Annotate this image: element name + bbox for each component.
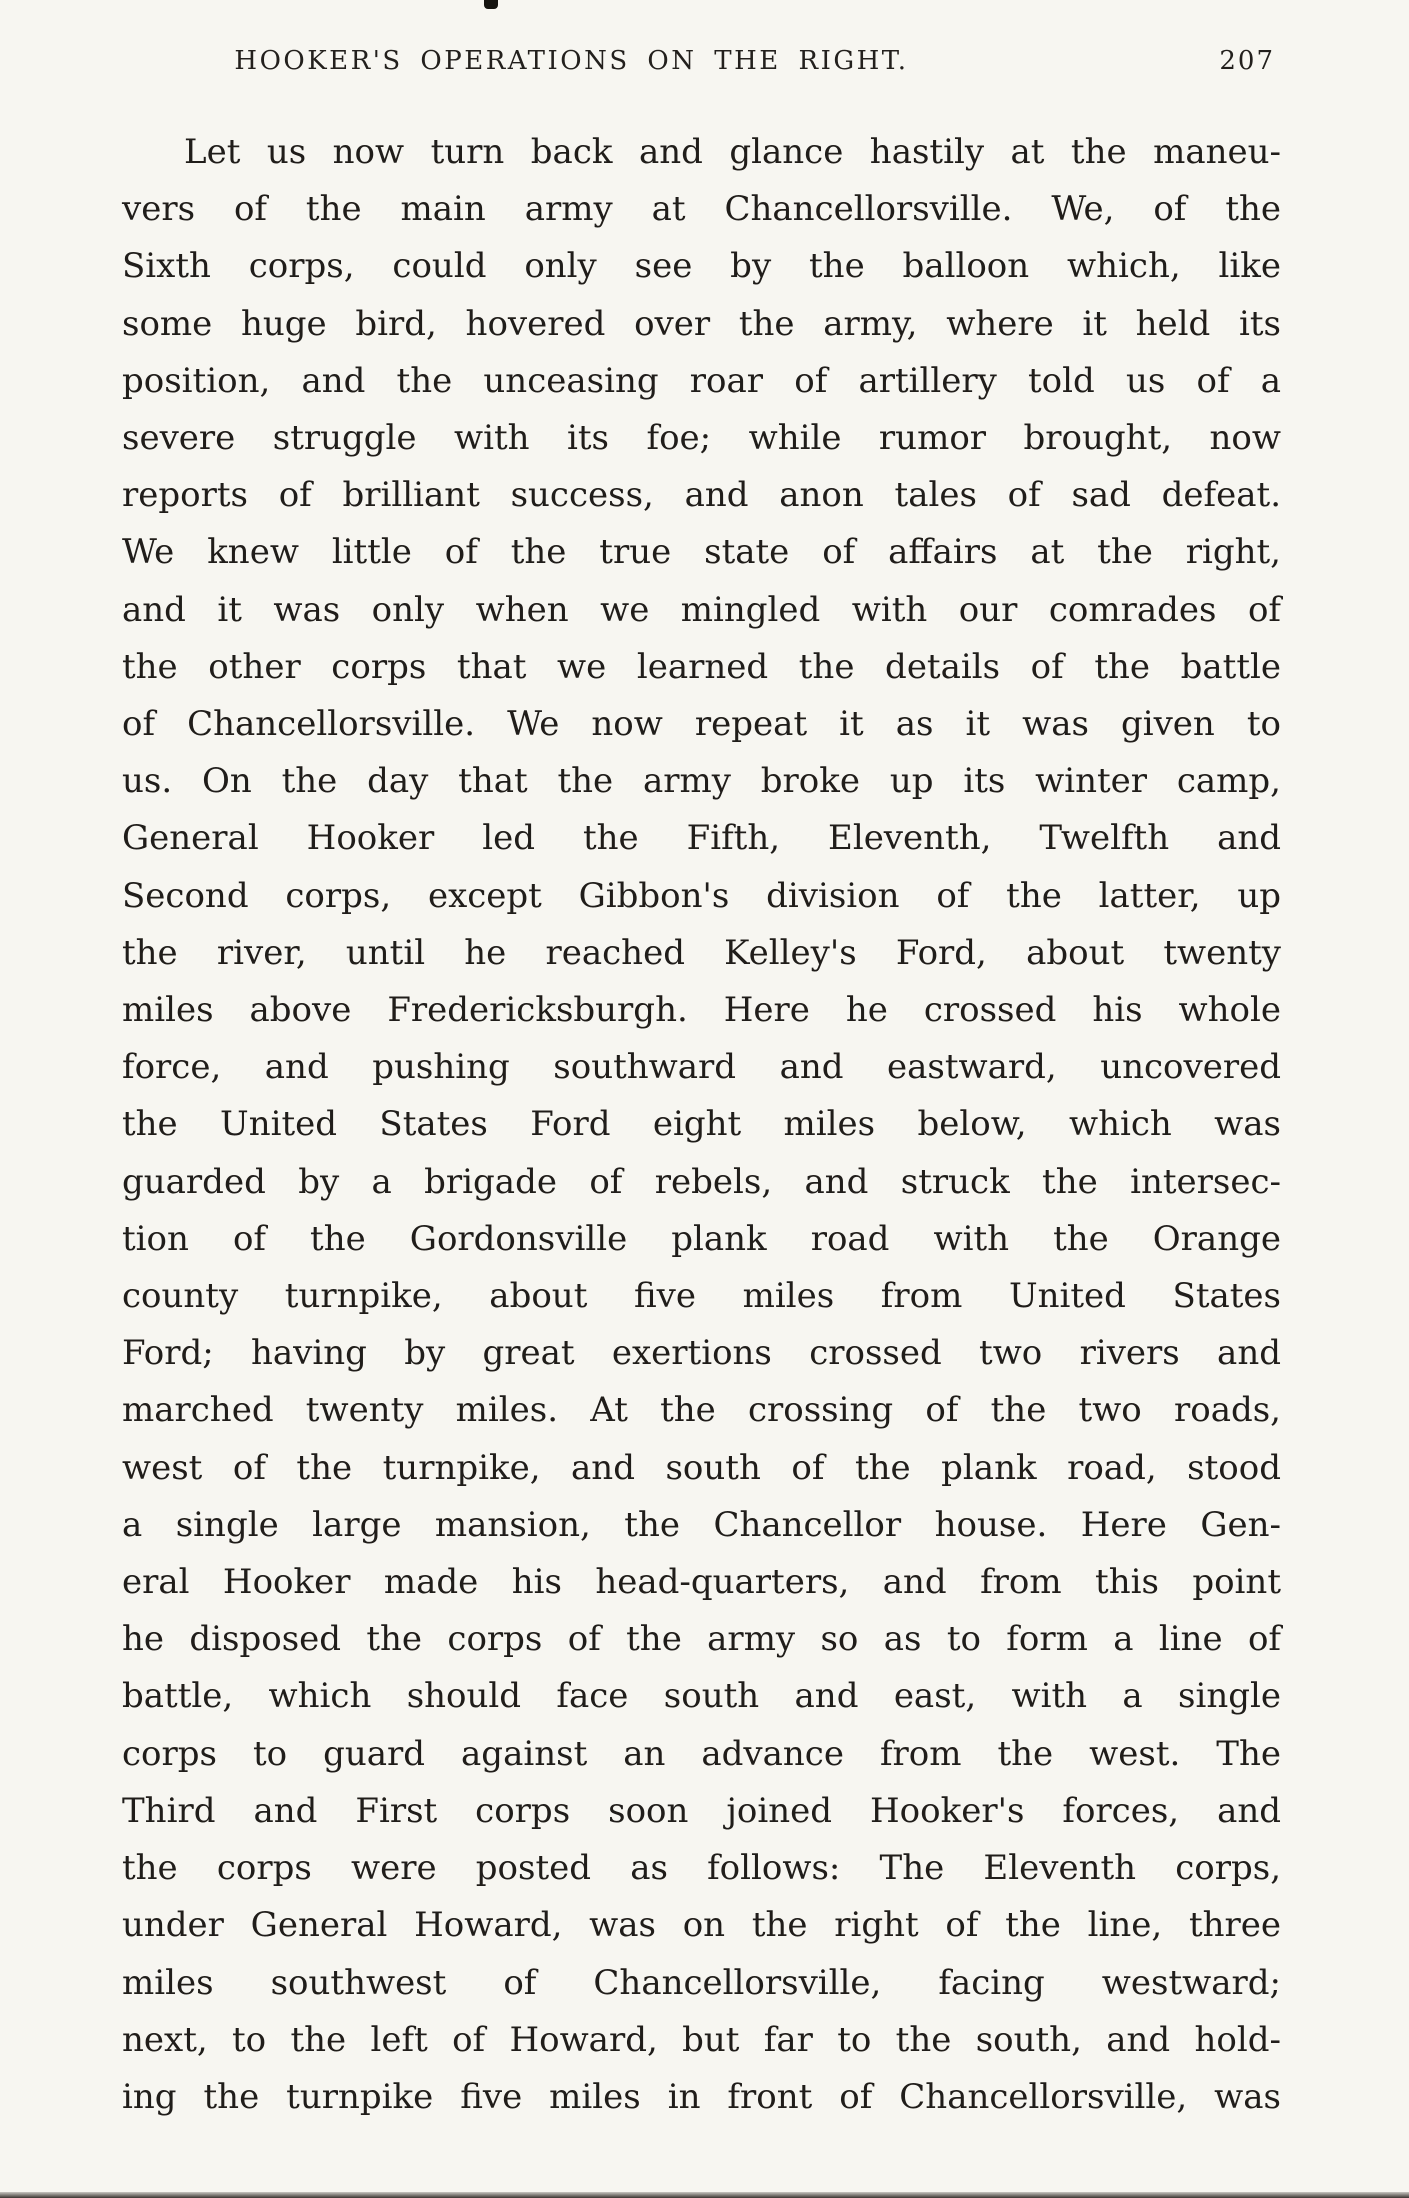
text-line: eral Hooker made his head-quarters, and from this point <box>122 1562 1281 1603</box>
text-line: miles above Fredericksburgh. Here he crossed his whole <box>122 990 1281 1031</box>
text-line: vers of the main army at Chancellorsville. We, of the <box>122 189 1281 230</box>
text-line: battle, which should face south and east, with a single <box>122 1676 1281 1717</box>
text-line: Let us now turn back and glance hastily at the maneu- <box>184 132 1281 172</box>
text-line: Ford; having by great exertions crossed two rivers and <box>122 1333 1281 1374</box>
text-line: and it was only when we mingled with our comrades of <box>122 589 1281 630</box>
scan-artifact-top <box>484 0 498 9</box>
text-line: Third and First corps soon joined Hooker's forces, and <box>122 1790 1281 1831</box>
text-line: he disposed the corps of the army so as to form a line of <box>122 1619 1281 1660</box>
text-line: position, and the unceasing roar of artillery told us of a <box>122 360 1281 401</box>
text-line: Sixth corps, could only see by the balloon which, like <box>122 246 1281 287</box>
text-line: force, and pushing southward and eastward, uncovered <box>122 1047 1281 1088</box>
text-line: guarded by a brigade of rebels, and struck the intersec- <box>122 1161 1281 1202</box>
text-line: severe struggle with its foe; while rumor brought, now <box>122 418 1281 459</box>
text-line: reports of brilliant success, and anon tales of sad defeat. <box>122 475 1281 516</box>
text-line: the river, until he reached Kelley's Ford, about twenty <box>122 932 1281 973</box>
text-line: a single large mansion, the Chancellor house. Here Gen- <box>122 1504 1281 1545</box>
running-title: HOOKER'S OPERATIONS ON THE RIGHT. <box>234 46 909 76</box>
text-line: of Chancellorsville. We now repeat it as it was given to <box>122 704 1281 745</box>
text-line: next, to the left of Howard, but far to the south, and hold- <box>122 2019 1281 2060</box>
text-line: miles southwest of Chancellorsville, facing westward; <box>122 1962 1281 2003</box>
text-line: some huge bird, hovered over the army, where it held its <box>122 303 1281 344</box>
text-line: We knew little of the true state of affairs at the right, <box>122 532 1281 573</box>
text-line: us. On the day that the army broke up its winter camp, <box>122 761 1281 802</box>
text-line: under General Howard, was on the right of the line, three <box>122 1905 1281 1946</box>
text-line: tion of the Gordonsville plank road with the Orange <box>122 1218 1281 1259</box>
page-header <box>122 46 1281 80</box>
text-line: west of the turnpike, and south of the plank road, stood <box>122 1447 1281 1488</box>
text-line: ing the turnpike five miles in front of Chancellorsville, was <box>122 2076 1281 2117</box>
page-number: 207 <box>1219 46 1275 76</box>
text-line: the United States Ford eight miles below, which was <box>122 1104 1281 1145</box>
text-line: Second corps, except Gibbon's division of the latter, up <box>122 875 1281 916</box>
text-line: county turnpike, about five miles from United States <box>122 1276 1281 1317</box>
text-line: marched twenty miles. At the crossing of the two roads, <box>122 1390 1281 1431</box>
scan-artifact-bottom-edge <box>0 2192 1409 2198</box>
text-line: corps to guard against an advance from the west. The <box>122 1733 1281 1774</box>
text-line: the corps were posted as follows: The Eleventh corps, <box>122 1848 1281 1889</box>
text-line: General Hooker led the Fifth, Eleventh, Twelfth and <box>122 818 1281 859</box>
body-text <box>122 124 1281 2126</box>
text-line: the other corps that we learned the details of the battle <box>122 646 1281 687</box>
